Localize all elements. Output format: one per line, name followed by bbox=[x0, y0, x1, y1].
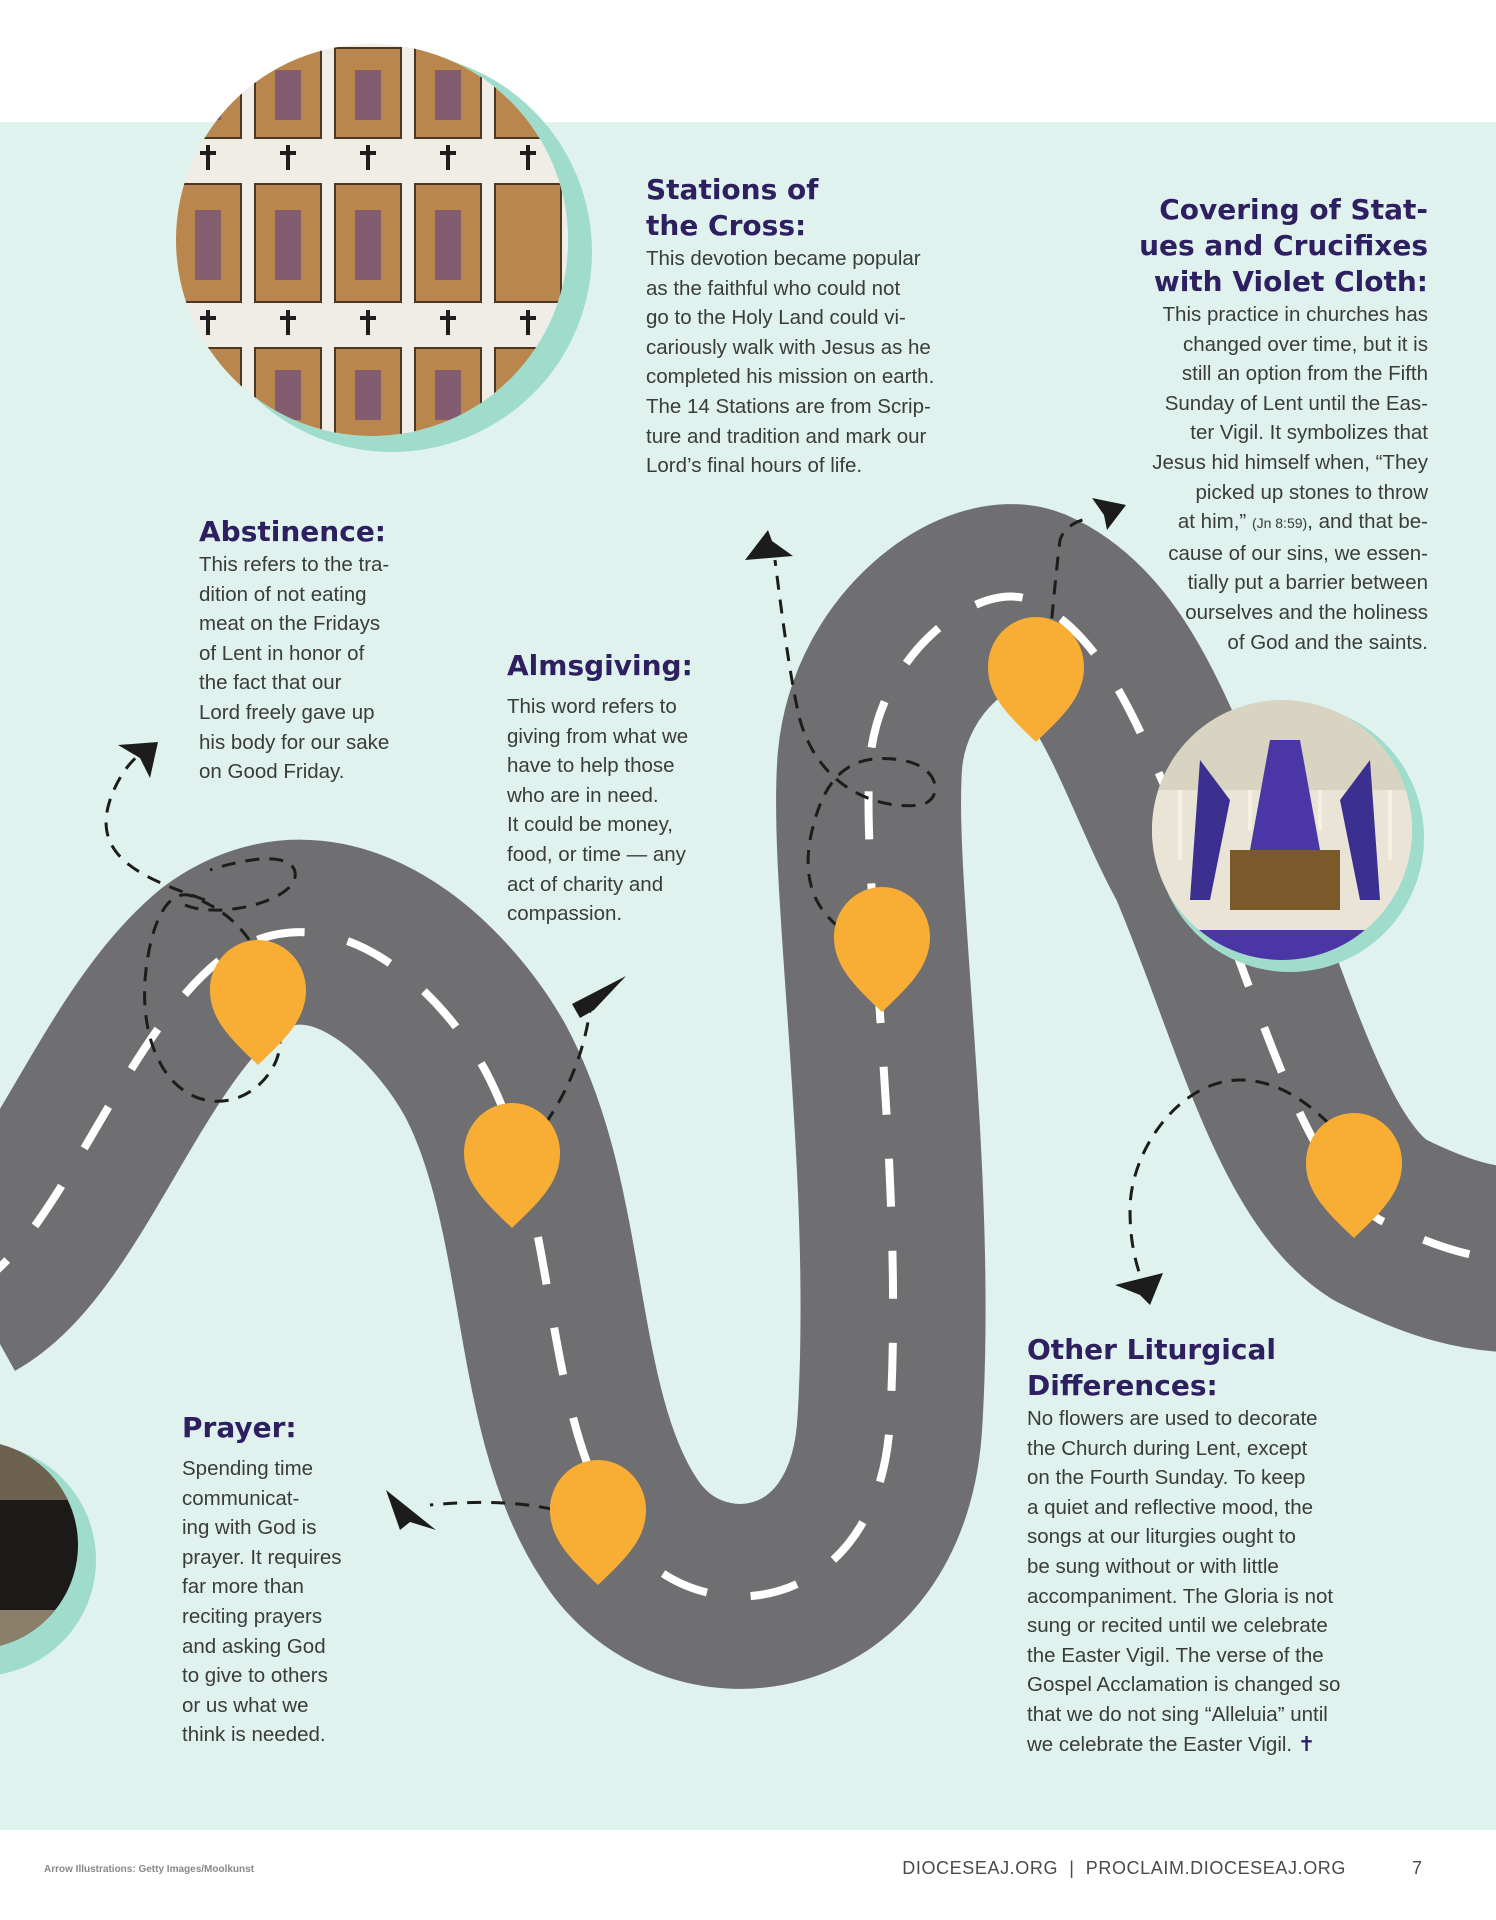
covering-body-end: , and that be- cause of our sins, we essen- tially put a barrier between ourselves and the holiness of God and the saints. bbox=[1168, 510, 1428, 654]
covering-body bbox=[1080, 300, 1428, 657]
stations-body: This devotion became popular as the faithful who could not go to the Holy Land could vi- cariously walk with Jesus as he completed his mission on earth. The 14 Stations are from Scrip- ture and tradition and mark our Lord’s final hours of life. bbox=[646, 247, 935, 478]
other-body bbox=[1027, 1404, 1427, 1759]
abstinence-heading: Abstinence: bbox=[199, 515, 387, 548]
other-heading: Other Liturgical Differences: bbox=[1027, 1333, 1276, 1402]
prayer-section bbox=[182, 1410, 412, 1750]
almsgiving-body: This word refers to giving from what we have to help those who are in need. It could be money, food, or time — any act of charity and compassion. bbox=[507, 695, 689, 926]
photo-credit: Arrow Illustrations: Getty Images/Moolkunst bbox=[44, 1864, 255, 1875]
page-number: 7 bbox=[1412, 1858, 1423, 1878]
abstinence-body: This refers to the tra- dition of not eating meat on the Fridays of Lent in honor of the fact that our Lord freely gave up his body for our sake on Good Friday. bbox=[199, 553, 390, 784]
prayer-photo bbox=[0, 1440, 96, 1676]
prayer-heading: Prayer: bbox=[182, 1411, 297, 1444]
other-section bbox=[1027, 1332, 1427, 1759]
stations-photo bbox=[170, 40, 592, 452]
stations-section bbox=[646, 172, 976, 481]
stations-heading: Stations of the Cross: bbox=[646, 173, 819, 242]
footer-links: DIOCESEAJ.ORG | PROCLAIM.DIOCESEAJ.ORG bbox=[902, 1858, 1346, 1878]
scripture-reference: (Jn 8:59) bbox=[1251, 515, 1308, 532]
abstinence-section bbox=[199, 514, 439, 787]
almsgiving-heading: Almsgiving: bbox=[507, 649, 693, 682]
covering-heading: Covering of Stat- ues and Crucifixes with Violet Cloth: bbox=[1139, 193, 1428, 298]
almsgiving-section bbox=[507, 648, 747, 929]
prayer-body: Spending time communicat- ing with God is prayer. It requires far more than reciting prayers and asking God to give to others or us what we think is needed. bbox=[182, 1457, 342, 1747]
cross-end-mark: ✝ bbox=[1297, 1732, 1316, 1756]
other-body-text: No flowers are used to decorate the Church during Lent, except on the Fourth Sunday. To keep a quiet and reflective mood, the songs at our liturgies ought to be sung without or with little accompaniment. The Gloria is not sung or recited until we celebrate the Easter Vigil. The verse of the Gospel Acclamation is changed so that we do not sing “Alleluia” until we celebrate the Easter Vigil. bbox=[1027, 1407, 1341, 1756]
covering-section bbox=[1080, 192, 1428, 657]
covering-body-start: This practice in churches has changed over time, but it is still an option from the Fifth Sunday of Lent until the Eas- ter Vigil. It symbolizes that Jesus hid himself when, “They picked up stones to throw at him,” bbox=[1152, 303, 1428, 534]
